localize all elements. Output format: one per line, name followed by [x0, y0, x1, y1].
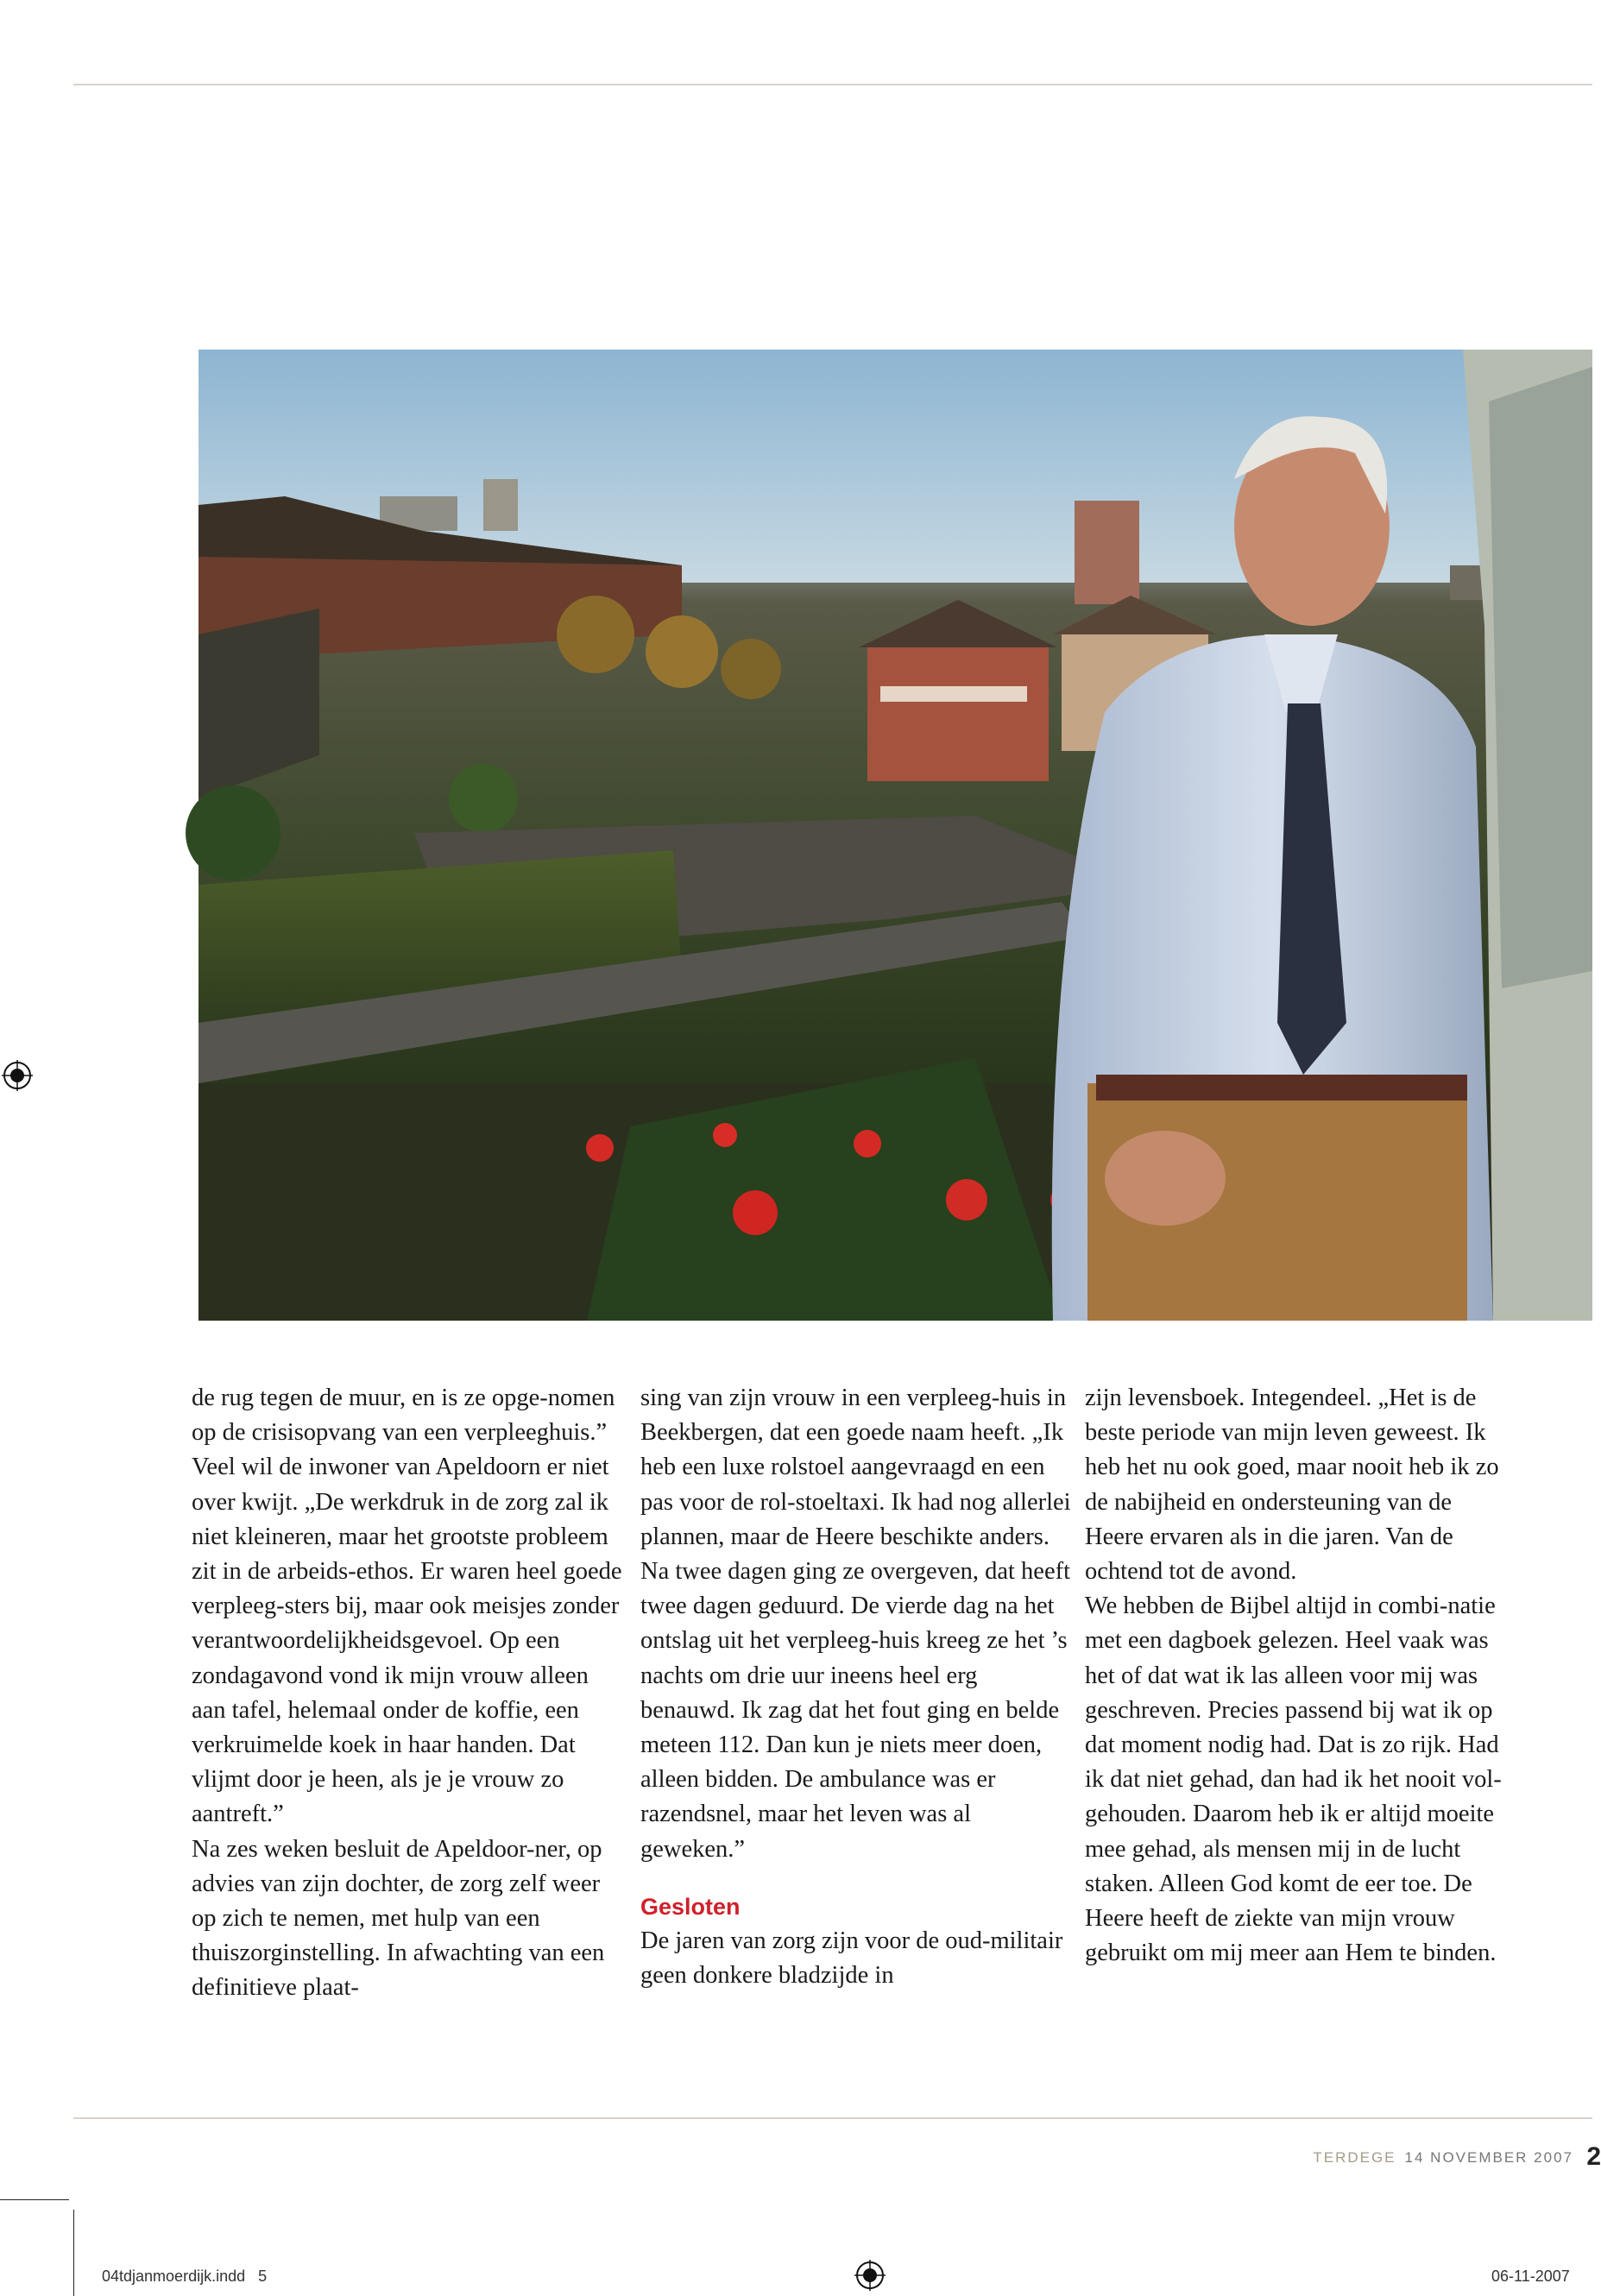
crop-mark: [0, 2199, 69, 2200]
text-column-2: [640, 1381, 1072, 1993]
column-2-paragraph: sing van zijn vrouw in een verpleeg-huis in Beekbergen, dat een goede naam heeft. „Ik heb een luxe rolstoel aangevraagd en een pas voor de rol-stoeltaxi. Ik had nog allerlei plannen, maar de Heere beschikte anders. Na twee dagen ging ze overgeven, dat heeft twee dagen geduurd. De vierde dag na het ontslag uit het verpleeg-huis kreeg ze het ’s nachts om drie uur ineens heel erg benauwd. Ik zag dat het fout ging en belde meteen 112. Dan kun je niets meer doen, alleen bidden. De ambulance was er razendsnel, maar het leven was al geweken.”: [640, 1385, 1071, 1863]
registration-mark-icon: [2, 1060, 33, 1091]
column-1-paragraph: de rug tegen de muur, en is ze opge-nomen op de crisisopvang van een verpleeghuis.”: [192, 1385, 615, 1447]
top-rule: [73, 84, 1592, 85]
slug-date: 06-11-2007: [1491, 2268, 1570, 2285]
text-column-1: [192, 1381, 623, 2006]
text-column-3: [1085, 1381, 1516, 1971]
registration-mark-icon: [854, 2260, 886, 2291]
balcony-scene-illustration: [199, 350, 1592, 1321]
section-heading: Gesloten: [640, 1893, 741, 1920]
slug-filename: 04tdjanmoerdijk.indd 5: [102, 2268, 268, 2285]
column-3-paragraph: zijn levensboek. Integendeel. „Het is de beste periode van mijn leven geweest. Ik heb het nu ook goed, maar nooit heb ik zo de nabijheid en ondersteuning van de Heere ervaren als in die jaren. Van de ochtend tot de avond.: [1085, 1385, 1499, 1586]
running-footer: [1313, 2149, 1573, 2167]
crop-mark: [73, 2210, 74, 2296]
issue-date: 14 NOVEMBER 2007: [1404, 2149, 1573, 2166]
column-1-paragraph: Na zes weken besluit de Apeldoor-ner, op advies van zijn dochter, de zorg zelf weer op zich te nemen, met hulp van een thuiszorginstelling. In afwachting van een definitieve plaat-: [192, 1835, 605, 2002]
column-2-paragraph: De jaren van zorg zijn voor de oud-militair geen donkere bladzijde in: [640, 1927, 1063, 1990]
page-number: 2: [1586, 2142, 1601, 2171]
column-3-paragraph: We hebben de Bijbel altijd in combi-natie met een dagboek gelezen. Heel vaak was het of dat wat ik las alleen voor mij was geschreven. Precies passend bij wat ik op dat moment nodig had. Dat is zo rijk. Had ik dat niet gehad, dan had ik het nooit vol-gehouden. Daarom heb ik er altijd moeite mee gehad, als mensen mij in de lucht staken. Alleen God komt de eer toe. De Heere heeft de ziekte van mijn vrouw gebruikt om mij meer aan Hem te binden.: [1085, 1593, 1502, 1967]
bottom-rule: [73, 2117, 1592, 2119]
feature-photo: [199, 350, 1592, 1321]
magazine-name: TERDEGE: [1313, 2149, 1396, 2166]
column-1-paragraph: Veel wil de inwoner van Apeldoorn er niet over kwijt. „De werkdruk in de zorg zal ik niet kleineren, maar het grootste probleem zit in de arbeids-ethos. Er waren heel goede verpleeg-sters bij, maar ook meisjes zonder verantwoordelijkheidsgevoel. Op een zondagavond vond ik mijn vrouw alleen aan tafel, helemaal onder de koffie, een verkruimelde koek in haar handen. Dat vlijmt door je heen, als je je vrouw zo aantreft.”: [192, 1454, 622, 1828]
